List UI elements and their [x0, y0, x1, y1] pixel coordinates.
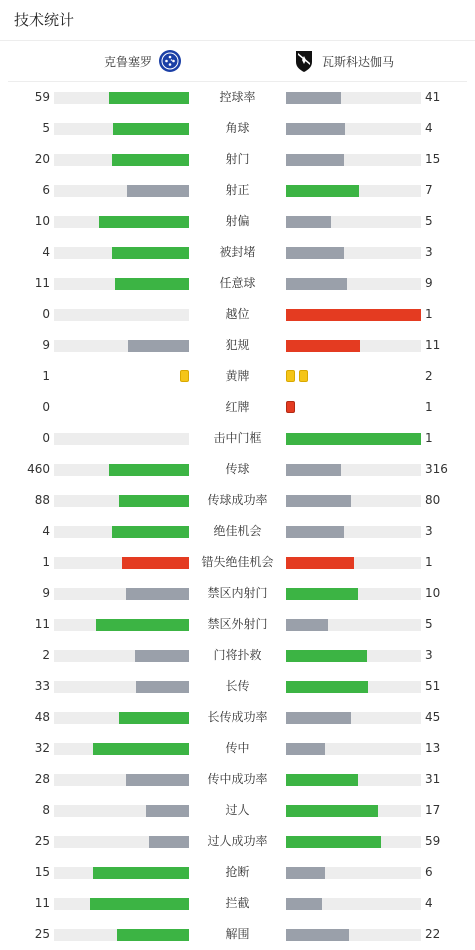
away-stat-value: 2 [425, 369, 433, 383]
stat-label: 禁区外射门 [207, 617, 268, 631]
home-stat-bar [113, 123, 189, 135]
stat-row [0, 330, 475, 361]
home-stat-bar [149, 836, 190, 848]
stat-row [0, 702, 475, 733]
away-stat-bar [286, 557, 354, 569]
away-stat-bar [286, 495, 351, 507]
home-stat-value: 8 [42, 803, 50, 817]
home-stat-bar [96, 619, 189, 631]
away-team-name: 瓦斯科达伽马 [322, 54, 395, 69]
away-stat-value: 7 [425, 183, 433, 197]
stat-label: 控球率 [219, 90, 256, 104]
away-stat-bar-track [286, 619, 421, 631]
away-cards [286, 401, 295, 413]
home-stat-value: 11 [34, 617, 50, 631]
yellow-card-icon [286, 370, 295, 382]
stat-row [0, 826, 475, 857]
home-stat-value: 5 [42, 121, 50, 135]
away-stat-bar-track [286, 433, 421, 445]
home-stat-bar-track [54, 557, 189, 569]
home-stat-value: 59 [34, 90, 50, 104]
away-stat-bar-track [286, 898, 421, 910]
home-stat-value: 48 [34, 710, 50, 724]
home-stat-bar-track [54, 619, 189, 631]
home-stat-value: 0 [42, 400, 50, 414]
away-stat-bar [286, 278, 347, 290]
away-stat-bar-track [286, 92, 421, 104]
home-stat-value: 88 [34, 493, 50, 507]
stats-list [0, 82, 475, 950]
away-stat-bar-track [286, 743, 421, 755]
home-stat-value: 1 [42, 555, 50, 569]
away-stat-bar-track [286, 340, 421, 352]
away-stat-bar-track [286, 154, 421, 166]
stat-label: 抢断 [225, 865, 250, 879]
home-stat-bar-track [54, 681, 189, 693]
away-stat-bar [286, 898, 322, 910]
away-stat-value: 3 [425, 245, 433, 259]
home-stat-value: 15 [34, 865, 50, 879]
away-stat-value: 5 [425, 214, 433, 228]
away-stat-bar [286, 650, 367, 662]
home-stat-bar-track [54, 774, 189, 786]
away-stat-bar-track [286, 464, 421, 476]
away-stat-bar [286, 712, 351, 724]
away-stat-bar [286, 588, 358, 600]
stat-label: 过人成功率 [207, 834, 268, 848]
away-stat-bar [286, 154, 344, 166]
away-stat-bar [286, 185, 359, 197]
away-team[interactable] [292, 41, 400, 81]
stat-row [0, 857, 475, 888]
home-stat-bar [93, 867, 189, 879]
away-stat-value: 51 [425, 679, 441, 693]
stat-row [0, 144, 475, 175]
home-stat-bar [117, 929, 189, 941]
stat-row [0, 175, 475, 206]
home-stat-bar-track [54, 433, 189, 445]
home-stat-bar-track [54, 867, 189, 879]
stat-label: 长传 [225, 679, 250, 693]
away-stat-bar-track [286, 836, 421, 848]
home-stat-value: 460 [27, 462, 50, 476]
home-stat-bar-track [54, 247, 189, 259]
home-stat-bar-track [54, 309, 189, 321]
home-team-logo-icon [158, 49, 182, 73]
home-stat-bar [136, 681, 189, 693]
away-stat-bar-track [286, 650, 421, 662]
stat-label: 长传成功率 [207, 710, 268, 724]
home-stat-value: 11 [34, 896, 50, 910]
stat-label: 拦截 [225, 896, 250, 910]
teams-row [8, 41, 467, 82]
away-stat-bar [286, 433, 421, 445]
stat-label: 任意球 [219, 276, 256, 290]
away-stat-bar-track [286, 681, 421, 693]
away-stat-value: 5 [425, 617, 433, 631]
stat-label: 射正 [225, 183, 250, 197]
away-stat-value: 3 [425, 648, 433, 662]
stat-row [0, 392, 475, 423]
away-stat-bar [286, 774, 358, 786]
stat-label: 传中成功率 [207, 772, 268, 786]
home-stat-bar [122, 557, 190, 569]
away-cards [286, 370, 308, 382]
home-stat-bar-track [54, 588, 189, 600]
home-stat-bar [126, 588, 189, 600]
home-stat-value: 10 [34, 214, 50, 228]
stat-row [0, 113, 475, 144]
stat-row [0, 764, 475, 795]
stat-label: 传球 [225, 462, 250, 476]
home-stat-bar [119, 495, 189, 507]
stat-row [0, 640, 475, 671]
stat-row [0, 888, 475, 919]
stat-row [0, 268, 475, 299]
stat-row [0, 671, 475, 702]
home-stat-bar-track [54, 92, 189, 104]
stat-row [0, 299, 475, 330]
stat-label: 门将扑救 [213, 648, 262, 662]
home-stat-value: 20 [34, 152, 50, 166]
home-stat-bar [109, 464, 189, 476]
home-stat-value: 0 [42, 431, 50, 445]
home-stat-bar [135, 650, 189, 662]
stat-label: 传中 [225, 741, 250, 755]
away-stat-bar [286, 309, 421, 321]
home-stat-bar-track [54, 185, 189, 197]
yellow-card-icon [180, 370, 189, 382]
section-title: 技术统计 [14, 11, 75, 29]
stat-label: 角球 [225, 121, 250, 135]
away-stat-bar [286, 929, 349, 941]
home-stat-bar [127, 185, 189, 197]
stat-label: 错失绝佳机会 [201, 555, 274, 569]
away-stat-bar-track [286, 185, 421, 197]
stat-label: 射门 [225, 152, 250, 166]
away-stat-bar-track [286, 805, 421, 817]
home-stat-value: 33 [34, 679, 50, 693]
home-stat-bar-track [54, 898, 189, 910]
away-stat-bar-track [286, 712, 421, 724]
away-stat-value: 17 [425, 803, 441, 817]
home-stat-value: 0 [42, 307, 50, 321]
away-stat-bar [286, 340, 360, 352]
home-stat-bar [112, 247, 189, 259]
away-stat-value: 3 [425, 524, 433, 538]
stat-row [0, 82, 475, 113]
away-stat-bar [286, 464, 341, 476]
home-stat-value: 4 [42, 245, 50, 259]
away-stat-value: 80 [425, 493, 441, 507]
away-stat-value: 31 [425, 772, 441, 786]
home-stat-bar-track [54, 650, 189, 662]
away-stat-bar-track [286, 867, 421, 879]
home-stat-bar-track [54, 526, 189, 538]
stat-label: 越位 [225, 307, 250, 321]
home-stat-value: 4 [42, 524, 50, 538]
home-stat-bar [128, 340, 189, 352]
home-stat-bar-track [54, 216, 189, 228]
away-stat-value: 4 [425, 121, 433, 135]
stat-row [0, 547, 475, 578]
home-stat-bar-track [54, 154, 189, 166]
home-stat-bar [126, 774, 189, 786]
away-stat-value: 22 [425, 927, 441, 941]
home-stat-value: 9 [42, 338, 50, 352]
yellow-card-icon [299, 370, 308, 382]
away-stat-value: 1 [425, 555, 433, 569]
stat-label: 过人 [225, 803, 250, 817]
away-stat-bar-track [286, 123, 421, 135]
stat-row [0, 423, 475, 454]
away-stat-bar [286, 123, 345, 135]
stat-row [0, 733, 475, 764]
stat-row [0, 485, 475, 516]
stat-row [0, 237, 475, 268]
stat-label: 射偏 [225, 214, 250, 228]
away-stat-value: 45 [425, 710, 441, 724]
stat-row [0, 578, 475, 609]
away-stat-bar-track [286, 557, 421, 569]
away-stat-bar-track [286, 278, 421, 290]
home-stat-bar [93, 743, 189, 755]
away-stat-value: 316 [425, 462, 448, 476]
home-stat-value: 6 [42, 183, 50, 197]
home-stat-bar-track [54, 929, 189, 941]
away-stat-value: 1 [425, 431, 433, 445]
home-stat-bar [109, 92, 189, 104]
away-stat-value: 10 [425, 586, 441, 600]
home-stat-value: 25 [34, 834, 50, 848]
away-stat-bar [286, 743, 325, 755]
away-stat-bar [286, 92, 341, 104]
home-stat-bar [119, 712, 189, 724]
home-team[interactable] [98, 41, 182, 81]
stat-label: 黄牌 [225, 369, 250, 383]
away-stat-bar [286, 216, 331, 228]
stat-label: 传球成功率 [207, 493, 268, 507]
away-stat-bar-track [286, 247, 421, 259]
stat-label: 击中门框 [213, 431, 262, 445]
home-stat-bar [112, 154, 189, 166]
away-stat-bar-track [286, 216, 421, 228]
stat-row [0, 919, 475, 950]
home-stat-value: 32 [34, 741, 50, 755]
stat-row [0, 454, 475, 485]
away-stat-bar [286, 867, 325, 879]
stat-row [0, 361, 475, 392]
away-stat-bar [286, 805, 378, 817]
home-stat-bar-track [54, 743, 189, 755]
away-stat-bar-track [286, 929, 421, 941]
home-stat-bar-track [54, 123, 189, 135]
stat-row [0, 206, 475, 237]
stat-row [0, 795, 475, 826]
home-stat-value: 11 [34, 276, 50, 290]
home-stat-bar [115, 278, 189, 290]
home-stat-bar [112, 526, 189, 538]
home-stat-bar-track [54, 340, 189, 352]
away-stat-bar-track [286, 309, 421, 321]
red-card-icon [286, 401, 295, 413]
home-stat-value: 25 [34, 927, 50, 941]
home-stat-value: 2 [42, 648, 50, 662]
stat-label: 禁区内射门 [207, 586, 268, 600]
away-stat-value: 59 [425, 834, 441, 848]
section-header [0, 0, 475, 41]
stat-label: 解围 [225, 927, 250, 941]
home-stat-bar [146, 805, 189, 817]
away-stat-bar [286, 836, 381, 848]
stat-label: 绝佳机会 [213, 524, 262, 538]
away-stat-value: 13 [425, 741, 441, 755]
away-stat-bar [286, 247, 344, 259]
home-team-name: 克鲁塞罗 [103, 54, 152, 69]
home-cards [180, 370, 189, 382]
home-stat-value: 1 [42, 369, 50, 383]
away-stat-bar [286, 681, 368, 693]
home-stat-bar [90, 898, 189, 910]
away-stat-bar [286, 526, 344, 538]
away-stat-value: 11 [425, 338, 441, 352]
stat-label: 红牌 [225, 400, 250, 414]
away-stat-value: 1 [425, 400, 433, 414]
away-team-logo-icon [292, 49, 316, 73]
home-stat-value: 9 [42, 586, 50, 600]
away-stat-value: 15 [425, 152, 441, 166]
away-stat-value: 1 [425, 307, 433, 321]
home-stat-bar-track [54, 712, 189, 724]
away-stat-bar-track [286, 774, 421, 786]
home-stat-bar-track [54, 464, 189, 476]
stat-label: 被封堵 [219, 245, 256, 259]
away-stat-value: 9 [425, 276, 433, 290]
stat-row [0, 609, 475, 640]
away-stat-bar [286, 619, 328, 631]
home-stat-bar-track [54, 495, 189, 507]
away-stat-value: 6 [425, 865, 433, 879]
home-stat-bar-track [54, 836, 189, 848]
home-stat-bar-track [54, 278, 189, 290]
away-stat-bar-track [286, 588, 421, 600]
away-stat-value: 4 [425, 896, 433, 910]
away-stat-value: 41 [425, 90, 441, 104]
home-stat-bar-track [54, 805, 189, 817]
away-stat-bar-track [286, 495, 421, 507]
home-stat-bar [99, 216, 189, 228]
home-stat-value: 28 [34, 772, 50, 786]
stat-row [0, 516, 475, 547]
stat-label: 犯规 [225, 338, 250, 352]
away-stat-bar-track [286, 526, 421, 538]
